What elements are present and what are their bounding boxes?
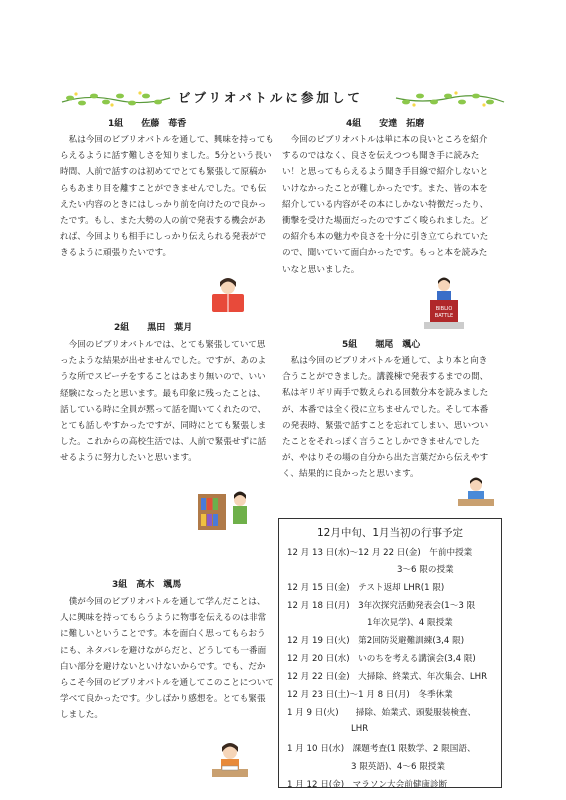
schedule-row: 1 月 9 日(火) 掃除、始業式、頭髪服装検査、 — [287, 708, 477, 718]
left-vine-decoration — [60, 90, 172, 108]
schedule-row-cont: 3 限英語)、4〜6 限授業 — [351, 762, 445, 772]
schedule-row: 12 月 23 日(土)〜1 月 8 日(月) 冬季休業 — [287, 690, 453, 700]
section-2-body — [60, 337, 274, 467]
svg-text:BATTLE: BATTLE — [434, 313, 454, 319]
schedule-row: 12 月 22 日(金) 大掃除、終業式、年次集会、LHR — [287, 672, 488, 682]
biblio-battle-podium-illustration — [422, 276, 466, 330]
schedule-row: 12 月 19 日(火) 第2回防災避難訓練(3,4 限) — [287, 636, 465, 646]
section-1-heading: 1組 佐藤 苺香 — [108, 119, 187, 129]
section-1-text: 私は今回のビブリオバトルを通して、興味を持ってもらえるように話す難しさを知りました。5分という長い時間、人前で話すのは初めてでとても緊張して原稿からもあまり目を離すことができませんでした。でも伝えたい内容のときにはしっかり前を向けたので良かったです。もし、また大勢の人の前で発表する機会があれば、今回よりも相手にしっかり伝えられる発表ができるように頑張りたいです。 — [60, 135, 274, 259]
schedule-row-cont: 3〜6 限の授業 — [397, 565, 454, 575]
section-4-body — [282, 132, 494, 278]
section-1-body — [60, 132, 274, 262]
page-title: ビブリオバトルに参加して — [178, 90, 363, 105]
section-4-heading: 4組 安達 拓磨 — [346, 119, 425, 129]
bookshelf-student-illustration — [196, 488, 254, 532]
schedule-row: 1 月 10 日(水) 課題考査(1 限数学、2 限国語、 — [287, 744, 476, 754]
section-3-text: 僕が今回のビブリオバトルを通して学んだことは、人に興味を持ってもらうように物事を伝えるのは非常に難しいということです。本を面白く思ってもらおうにも、ネタバレを避けながらだと、どうしても一番面白い部分を避けないといけないからです。でも、だからこそ今回のビブリオバトルを通してこのことについて学べて良かったです。少しばかり感想を。とても緊張しました。 — [60, 597, 274, 721]
section-5-text: 私は今回のビブリオバトルを通して、より本と向き合うことができました。講義棟で発表するまでの間、私はギリギリ両手で数えられる回数分本を読みましたが、本番では全く役に立ちませんでした。そして本番の発表時、緊張で話すことを忘れてしまい、思いついたことをそれっぽく言うことしかできませんでしたが、やはりその場の自分から出た言葉だから伝えやすく、結果的に良かったと思います。 — [282, 356, 489, 480]
section-4-text: 今回のビブリオバトルは単に本の良いところを紹介するのではなく、良さを伝えつつも聞き手に読みたい！と思ってもらえるよう聞き手目線で紹介しないといけなかったことが難しかったです。また、皆の本を紹介している内容がその本にしかない特徴だったり、衝撃を受けた場面だったのですごく唆られました。どの紹介も本の魅力や良さを十分に引き立てられていたので、聞いていて面白かったです。もっと本を読みたいなと思いました。 — [282, 135, 489, 275]
section-2-heading: 2組 黒田 葉月 — [114, 323, 193, 333]
schedule-box — [278, 518, 502, 788]
schedule-row: 12 月 20 日(水) いのちを考える講演会(3,4 限) — [287, 654, 476, 664]
title-banner — [60, 84, 506, 112]
student-writing-illustration — [456, 476, 496, 508]
section-2-text: 今回のビブリオバトルでは、とても緊張していて思ったような結果が出せませんでした。ですが、あのような所でスピーチをすることはあまり無いので、いい経験になったと思います。最も印象に残ったことは、話している時に全員が黙って話を聞いてくれたので、とても話しやすかったですが、同時にとても緊張しました。これからの高校生活では、人前で緊張せずに話せるように努力したいと思います。 — [60, 340, 267, 464]
svg-text:BIBLIO: BIBLIO — [435, 306, 453, 312]
schedule-row-cont: LHR — [351, 724, 369, 734]
girl-reading-illustration — [206, 278, 250, 314]
schedule-title: 12月中旬、1月当初の行事予定 — [316, 527, 464, 539]
section-3-body — [60, 594, 274, 724]
schedule-row: 12 月 15 日(金) テスト返却 LHR(1 限) — [287, 583, 445, 593]
schedule-row: 12 月 13 日(水)〜12 月 22 日(金) 午前中授業 — [287, 548, 473, 558]
student-studying-illustration — [210, 740, 250, 780]
schedule-row: 12 月 18 日(月) 3年次探究活動発表会(1〜3 限 — [287, 601, 476, 611]
schedule-row-cont: 1年次見学)、4 限授業 — [367, 618, 453, 628]
schedule-row: 1 月 12 日(金) マラソン大会前健康診断 — [287, 780, 448, 790]
right-vine-decoration — [394, 90, 506, 108]
section-3-heading: 3組 高木 颯馬 — [112, 580, 182, 590]
section-5-heading: 5組 堀尾 颯心 — [342, 340, 421, 350]
section-5-body — [282, 353, 494, 483]
